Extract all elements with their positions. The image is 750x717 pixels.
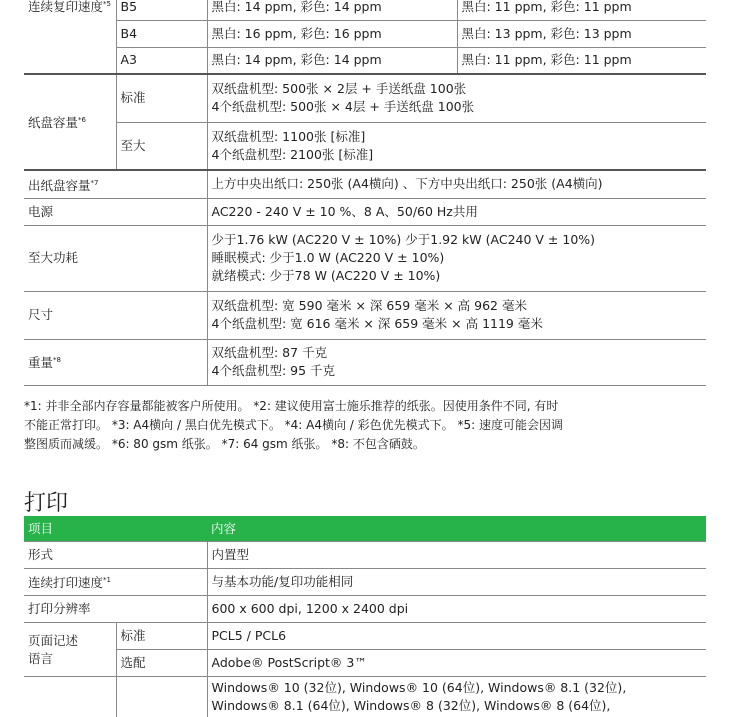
os-sublabel-empty: [116, 677, 207, 717]
weight-value: 双纸盘机型: 87 千克 4个纸盘机型: 95 千克: [207, 339, 706, 385]
pdl-standard-value: PCL5 / PCL6: [207, 623, 706, 650]
form-value: 内置型: [207, 542, 706, 569]
max-capacity: 双纸盘机型: 1100张 [标准] 4个纸盘机型: 2100张 [标准]: [207, 122, 706, 170]
resolution-value: 600 x 600 dpi, 1200 x 2400 dpi: [207, 596, 706, 623]
print-section-title: 打印: [24, 491, 69, 516]
speed-cell: 黑白: 11 ppm, 彩色: 11 ppm: [457, 0, 706, 20]
pdl-standard-label: 标准: [116, 623, 207, 650]
footnotes: *1: 并非全部内存容量都能被客户所使用。 *2: 建议使用富士施乐推荐的纸张。因使用条件不同, 有时 不能正常打印。 *3: A4横向 / 黑白优先模式下。 *4: A4横向 / 彩色优先模式下。 *5: 速度可能会因调 整图质而减缓。 *6: 80 gsm 纸张。 *7: 64 gsm 纸张。 *8: 不包含硒鼓。: [24, 399, 563, 451]
form-label: 形式: [24, 542, 207, 569]
pdl-label: 页面记述 语言: [24, 623, 116, 677]
dimensions-value: 双纸盘机型: 宽 590 毫米 × 深 659 毫米 × 高 962 毫米 4个纸盘机型: 宽 616 毫米 × 深 659 毫米 × 高 1119 毫米: [207, 291, 706, 339]
speed-cell: 黑白: 14 ppm, 彩色: 14 ppm: [207, 47, 457, 74]
speed-cell: 黑白: 13 ppm, 彩色: 13 ppm: [457, 20, 706, 47]
pdl-option-value: Adobe® PostScript® 3™: [207, 650, 706, 677]
print-speed-value: 与基本功能/复印功能相同: [207, 569, 706, 596]
speed-cell: 黑白: 11 ppm, 彩色: 11 ppm: [457, 47, 706, 74]
power-value: AC220 - 240 V ± 10 %、8 A、50/60 Hz共用: [207, 198, 706, 225]
consumption-value: 少于1.76 kW (AC220 V ± 10%) 少于1.92 kW (AC240 V ± 10%) 睡眠模式: 少于1.0 W (AC220 V ± 10%) 就绪模式: 少于78 W (AC220 V ± 10%): [207, 225, 706, 291]
print-speed-label: 连续打印速度$^{*1}$: [24, 569, 207, 596]
header-content: 内容: [207, 516, 706, 542]
spec-table: [24, 0, 706, 386]
max-label: 至大: [116, 122, 207, 170]
paper-size-b4: B4: [116, 20, 207, 47]
pdl-option-label: 选配: [116, 650, 207, 677]
header-item: 项目: [24, 516, 207, 542]
speed-cell: 黑白: 16 ppm, 彩色: 16 ppm: [207, 20, 457, 47]
resolution-label: 打印分辨率: [24, 596, 207, 623]
print-table: [24, 516, 706, 717]
copy-speed-label: 连续复印速度$^{*5}$: [28, 0, 111, 15]
speed-cell: 黑白: 14 ppm, 彩色: 14 ppm: [207, 0, 457, 20]
dimensions-label: 尺寸: [24, 291, 207, 339]
paper-capacity-label: 纸盘容量$^{*6}$: [24, 74, 116, 170]
paper-size-b5: B5: [116, 0, 207, 20]
output-capacity-label: 出纸盘容量$^{*7}$: [24, 170, 207, 198]
output-capacity-value: 上方中央出纸口: 250张 (A4横向) 、下方中央出纸口: 250张 (A4横向): [207, 170, 706, 198]
consumption-label: 至大功耗: [24, 225, 207, 291]
paper-size-a3: A3: [116, 47, 207, 74]
standard-capacity: 双纸盘机型: 500张 × 2层 + 手送纸盘 100张 4个纸盘机型: 500张 × 4层 + 手送纸盘 100张: [207, 74, 706, 122]
standard-label: 标准: [116, 74, 207, 122]
power-label: 电源: [24, 198, 207, 225]
weight-label: 重量$^{*8}$: [24, 339, 207, 385]
os-label-empty: [24, 677, 116, 717]
os-value: Windows® 10 (32位), Windows® 10 (64位), Windows® 8.1 (32位), Windows® 8.1 (64位), Windows® 8 (32位), Windows® 8 (64位),: [207, 677, 706, 717]
